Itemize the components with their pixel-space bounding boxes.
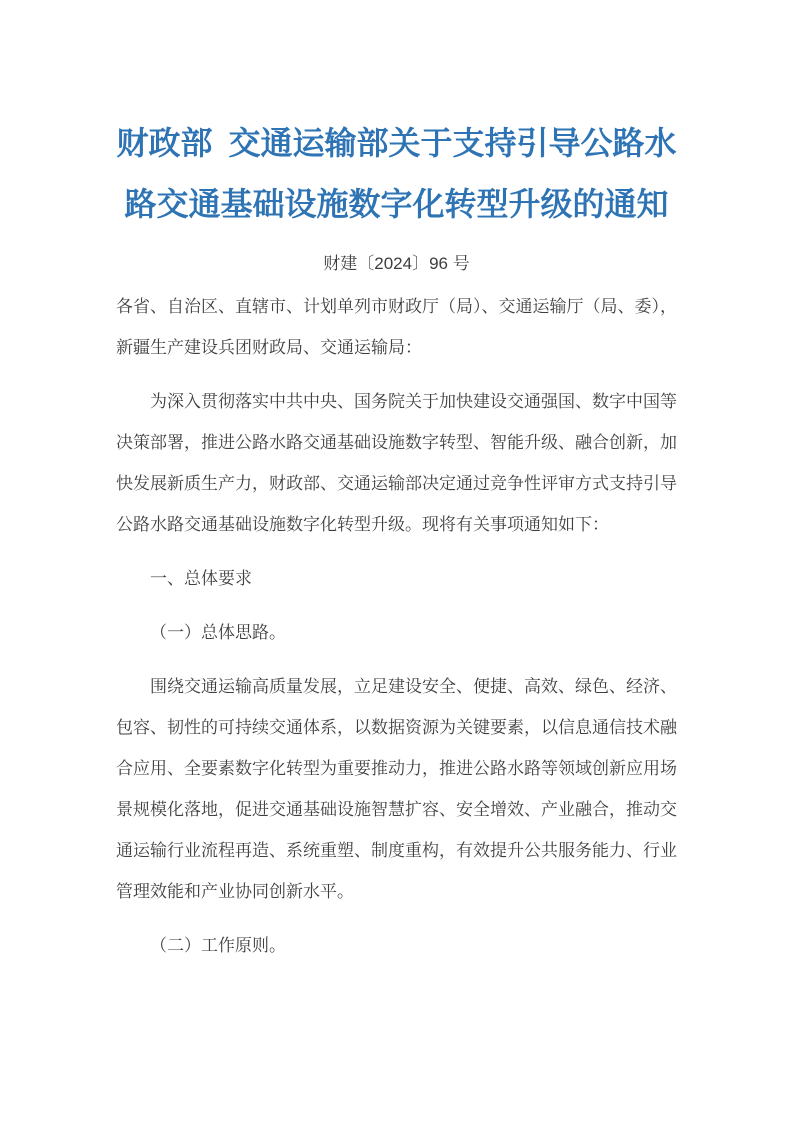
paragraph-intro: 为深入贯彻落实中共中央、国务院关于加快建设交通强国、数字中国等决策部署，推进公路水路交通基础设施数字转型、智能升级、融合创新，加快发展新质生产力，财政部、交通运输部决定通过竞争性评审方式支持引导公路水路交通基础设施数字化转型升级。现将有关事项通知如下： [116,392,677,534]
paragraph-overall-approach: 围绕交通运输高质量发展，立足建设安全、便捷、高效、绿色、经济、包容、韧性的可持续交通体系，以数据资源为关键要素，以信息通信技术融合应用、全要素数字化转型为重要推动力，推进公路水路等领域创新应用场景规模化落地，促进交通基础设施智慧扩容、安全增效、产业融合，推动交通运输行业流程再造、系统重塑、制度重构，有效提升公共服务能力、行业管理效能和产业协同创新水平。 [116,677,677,901]
heading-subsection-1-2: （二）工作原则。 [150,936,286,955]
document-title: 财政部 交通运输部关于支持引导公路水路交通基础设施数字化转型升级的通知 [116,125,677,222]
document-number: 财建〔2024〕96 号 [323,254,470,273]
heading-subsection-1-1: （一）总体思路。 [150,623,286,642]
heading-section-1: 一、总体要求 [150,569,252,588]
salutation: 各省、自治区、直辖市、计划单列市财政厅（局）、交通运输厅（局、委），新疆生产建设兵团财政局、交通运输局： [116,297,677,357]
